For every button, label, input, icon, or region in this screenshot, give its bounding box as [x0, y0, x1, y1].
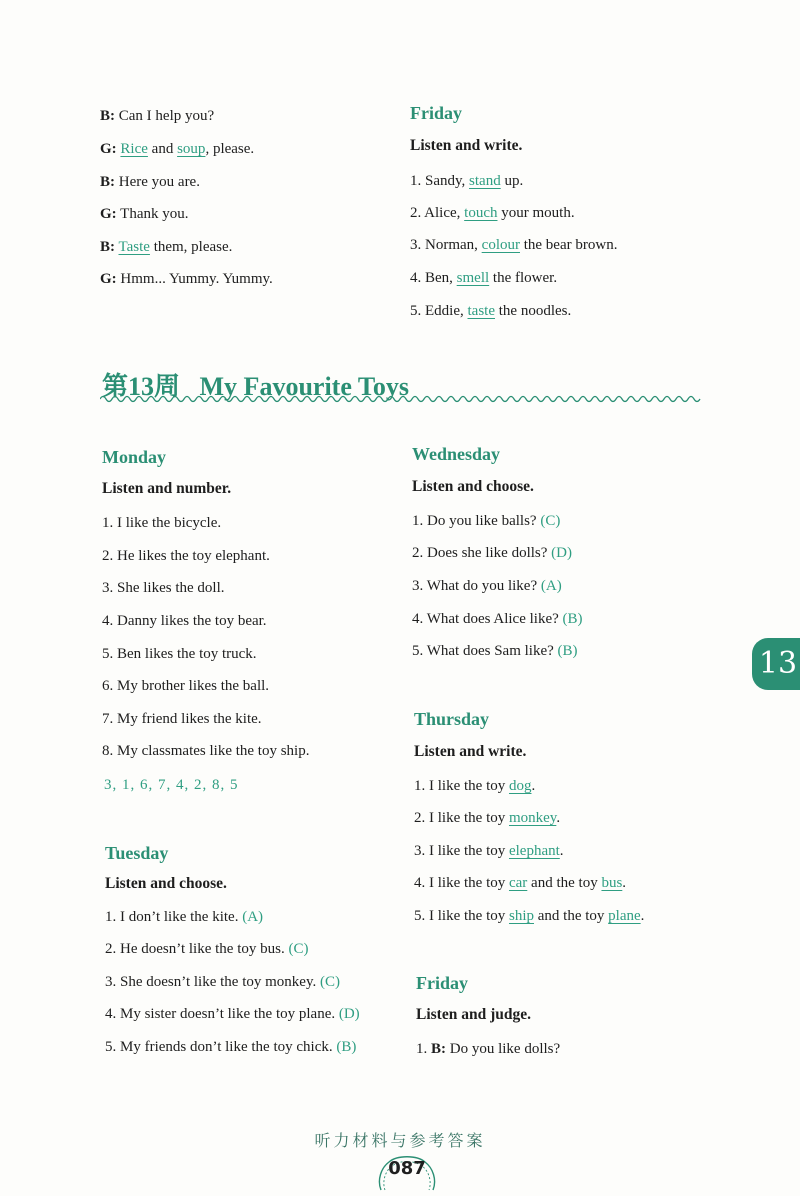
list-item: 4. What does Alice like? (B)	[412, 611, 583, 627]
dialogue-line: G: Hmm... Yummy. Yummy.	[100, 271, 273, 287]
answer-choice: (C)	[319, 974, 340, 990]
week-number: 第13周	[102, 372, 181, 401]
answer-choice: (D)	[551, 545, 572, 561]
list-item: 6. My brother likes the ball.	[102, 678, 270, 694]
answer-choice: (B)	[557, 643, 578, 659]
list-item: 2. I like the toy monkey.	[414, 810, 561, 826]
list-item: 3. She likes the doll.	[102, 580, 225, 596]
list-item: 3. I like the toy elephant.	[414, 843, 564, 859]
list-item: 2. He doesn’t like the toy bus. (C)	[105, 941, 309, 957]
dialogue-line: B: Here you are.	[100, 174, 200, 190]
answer-word: car	[508, 875, 528, 891]
answer-word: Taste	[118, 239, 150, 255]
footer-title: 听力材料与参考答案	[314, 1131, 486, 1150]
list-item: 2. Alice, touch your mouth.	[410, 205, 575, 221]
list-item: 1. B: Do you like dolls?	[416, 1041, 561, 1057]
answer-word: Rice	[120, 141, 148, 157]
list-item: 3. Norman, colour the bear brown.	[410, 237, 618, 253]
week-topic: My Favourite Toys	[199, 372, 409, 401]
list-item: 4. Ben, smell the flower.	[410, 270, 558, 286]
list-item: 4. I like the toy car and the toy bus.	[414, 875, 627, 891]
answer-word: elephant	[508, 843, 560, 859]
answer-sequence: 3, 1, 6, 7, 4, 2, 8, 5	[104, 777, 239, 793]
list-item: 7. My friend likes the kite.	[102, 711, 262, 727]
answer-word: bus	[601, 875, 623, 891]
answer-word: touch	[464, 205, 498, 221]
answer-word: smell	[456, 270, 490, 286]
instruction: Listen and choose.	[105, 875, 227, 892]
dialogue-line: G: Rice and soup, please.	[100, 141, 255, 157]
list-item: 5. What does Sam like? (B)	[412, 643, 578, 659]
list-item: 2. He likes the toy elephant.	[102, 548, 270, 564]
list-item: 2. Does she like dolls? (D)	[412, 545, 572, 561]
answer-choice: (D)	[338, 1006, 360, 1022]
list-item: 5. Eddie, taste the noodles.	[410, 303, 572, 319]
list-item: 1. Sandy, stand up.	[410, 173, 524, 189]
list-item: 3. What do you like? (A)	[412, 578, 562, 594]
answer-word: soup	[177, 141, 206, 157]
instruction: Listen and choose.	[412, 478, 534, 495]
instruction: Listen and write.	[410, 137, 523, 154]
day-heading-monday: Monday	[102, 447, 167, 467]
list-item: 4. Danny likes the toy bear.	[102, 613, 267, 629]
answer-word: ship	[508, 908, 534, 924]
answer-choice: (A)	[242, 909, 264, 925]
instruction: Listen and number.	[102, 480, 232, 497]
list-item: 5. My friends don’t like the toy chick. (B)	[105, 1039, 357, 1055]
answer-word: plane	[608, 908, 641, 924]
chapter-tab-number: 13	[758, 646, 798, 681]
wavy-divider	[100, 394, 705, 404]
instruction: Listen and judge.	[416, 1006, 531, 1023]
list-item: 5. I like the toy ship and the toy plane.	[414, 908, 645, 924]
list-item: 1. I don’t like the kite. (A)	[105, 909, 264, 925]
page-number: 087	[388, 1158, 426, 1179]
list-item: 8. My classmates like the toy ship.	[102, 743, 310, 759]
answer-choice: (A)	[540, 578, 562, 594]
list-item: 4. My sister doesn’t like the toy plane. (D)	[105, 1006, 360, 1022]
answer-word: colour	[481, 237, 520, 253]
list-item: 3. She doesn’t like the toy monkey. (C)	[105, 974, 340, 990]
answer-choice: (C)	[540, 513, 561, 529]
list-item: 1. Do you like balls? (C)	[412, 513, 561, 529]
instruction: Listen and write.	[414, 743, 527, 760]
day-heading-tuesday: Tuesday	[105, 843, 169, 863]
answer-word: monkey	[508, 810, 557, 826]
answer-word: taste	[467, 303, 495, 319]
list-item: 1. I like the toy dog.	[414, 778, 536, 794]
dialogue-line: B: Can I help you?	[100, 108, 215, 124]
answer-word: stand	[469, 173, 501, 189]
answer-word: dog	[508, 778, 532, 794]
day-heading-thursday: Thursday	[414, 709, 490, 729]
day-heading-wednesday: Wednesday	[412, 444, 501, 464]
day-heading-friday: Friday	[416, 973, 468, 993]
answer-choice: (C)	[288, 941, 309, 957]
list-item: 1. I like the bicycle.	[102, 515, 222, 531]
dialogue-line: G: Thank you.	[100, 206, 189, 222]
answer-choice: (B)	[336, 1039, 357, 1055]
day-heading-friday: Friday	[410, 103, 462, 123]
list-item: 5. Ben likes the toy truck.	[102, 646, 257, 662]
answer-choice: (B)	[562, 611, 583, 627]
dialogue-line: B: Taste them, please.	[100, 239, 233, 255]
